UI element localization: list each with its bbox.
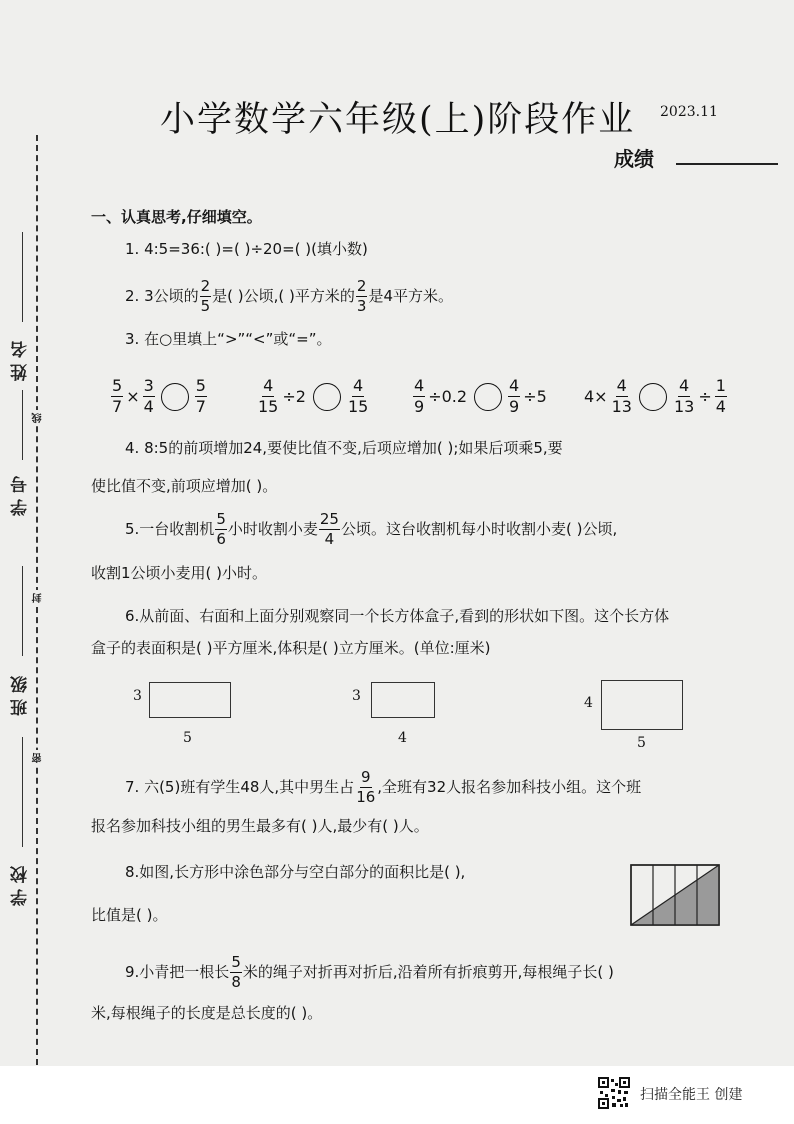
school-blank-line[interactable] [22,737,23,847]
q2-part2: 是( )公顷,( )平方米的 [212,287,355,305]
question-1: 1. 4:5=36:( )=( )÷20=( )(填小数) [125,240,368,258]
school-label: 学校 [11,860,31,906]
fraction: $\frac{5}{8}$ [231,953,241,991]
compare-circle-4[interactable] [639,383,667,411]
compare-circle-1[interactable] [161,383,189,411]
shape-right-side-label: 3 [352,688,361,704]
shape-front-side-label: 3 [133,688,142,704]
fraction: $\frac{25}{4}$ [319,510,339,548]
compare-item-3: $\frac{4}{9}$ ÷0.2 $\frac{4}{9}$ ÷5 [414,376,547,416]
question-6-line-2: 盒子的表面积是( )平方厘米,体积是( )立方厘米。(单位:厘米) [91,639,491,657]
class-label: 班级 [11,670,31,716]
q2-part1: 2. 3公顷的 [125,287,199,305]
fraction: $\frac{2}{5}$ [200,277,211,315]
question-8-line-1: 8.如图,长方形中涂色部分与空白部分的面积比是( ), [125,863,466,881]
name-blank-line[interactable] [22,232,23,322]
compare-item-1: $\frac{5}{7}$ × $\frac{3}{4}$ $\frac{5}{7}$ [112,376,206,416]
question-2 [125,279,453,314]
shaded-rectangle-figure [630,864,720,926]
date-label: 2023.11 [660,104,718,120]
number-blank-line[interactable] [22,390,23,460]
shape-top-side-label: 4 [584,695,593,711]
question-7: 7. 六(5)班有学生48人,其中男生占 $\frac{9}{16}$ ,全班有32人报名参加科技小组。这个班 [125,768,642,806]
compare-item-4: 4× $\frac{4}{13}$ $\frac{4}{13}$ ÷ $\frac{1}{4}$ [584,376,726,416]
compare-circle-2[interactable] [313,383,341,411]
question-9-line-2: 米,每根绳子的长度是总长度的( )。 [91,1004,323,1022]
shape-top-bottom-label: 5 [637,735,646,751]
shape-right-view [371,682,435,718]
shape-front-view [149,682,231,718]
q2-part3: 是4平方米。 [368,287,453,305]
compare-circle-3[interactable] [474,383,502,411]
question-8-line-2: 比值是( )。 [91,906,168,924]
name-label: 姓名 [11,335,31,381]
binding-mark-secret: 密 [31,750,46,766]
compare-item-2: $\frac{4}{15}$ ÷2 $\frac{4}{15}$ [258,376,369,416]
question-4-line-2: 使比值不变,前项应增加( )。 [91,477,278,495]
qr-code-icon [598,1077,630,1109]
question-5-line-2: 收割1公顷小麦用( )小时。 [91,564,268,582]
shape-right-bottom-label: 4 [398,730,407,746]
question-4-line-1: 4. 8:5的前项增加24,要使比值不变,后项应增加( );如果后项乘5,要 [125,439,563,457]
question-6-line-1: 6.从前面、右面和上面分别观察同一个长方体盒子,看到的形状如下图。这个长方体 [125,607,670,625]
number-label: 学号 [11,470,31,516]
binding-mark-seal: 封 [31,590,46,606]
shape-front-bottom-label: 5 [183,730,192,746]
fraction: $\frac{5}{6}$ [216,510,226,548]
score-label: 成绩 [614,147,654,171]
scanner-brand-label: 扫描全能王 创建 [640,1087,743,1103]
shape-top-view [601,680,683,730]
fraction: $\frac{2}{3}$ [356,277,367,315]
section-title: 一、认真思考,仔细填空。 [91,208,262,226]
score-blank[interactable] [676,163,778,165]
question-3: 3. 在○里填上“>”“<”或“=”。 [125,330,332,348]
page-title: 小学数学六年级(上)阶段作业 [160,100,636,140]
question-5: 5.一台收割机 $\frac{5}{6}$ 小时收割小麦 $\frac{25}{4}$ 公顷。这台收割机每小时收割小麦( )公顷, [125,510,618,548]
question-9: 9.小青把一根长 $\frac{5}{8}$ 米的绳子对折再对折后,沿着所有折痕剪开,每根绳子长( ) [125,953,614,991]
question-7-line-2: 报名参加科技小组的男生最多有( )人,最少有( )人。 [91,817,429,835]
class-blank-line[interactable] [22,566,23,656]
fraction: $\frac{9}{16}$ [356,768,376,806]
binding-mark-line: 线 [31,410,46,426]
